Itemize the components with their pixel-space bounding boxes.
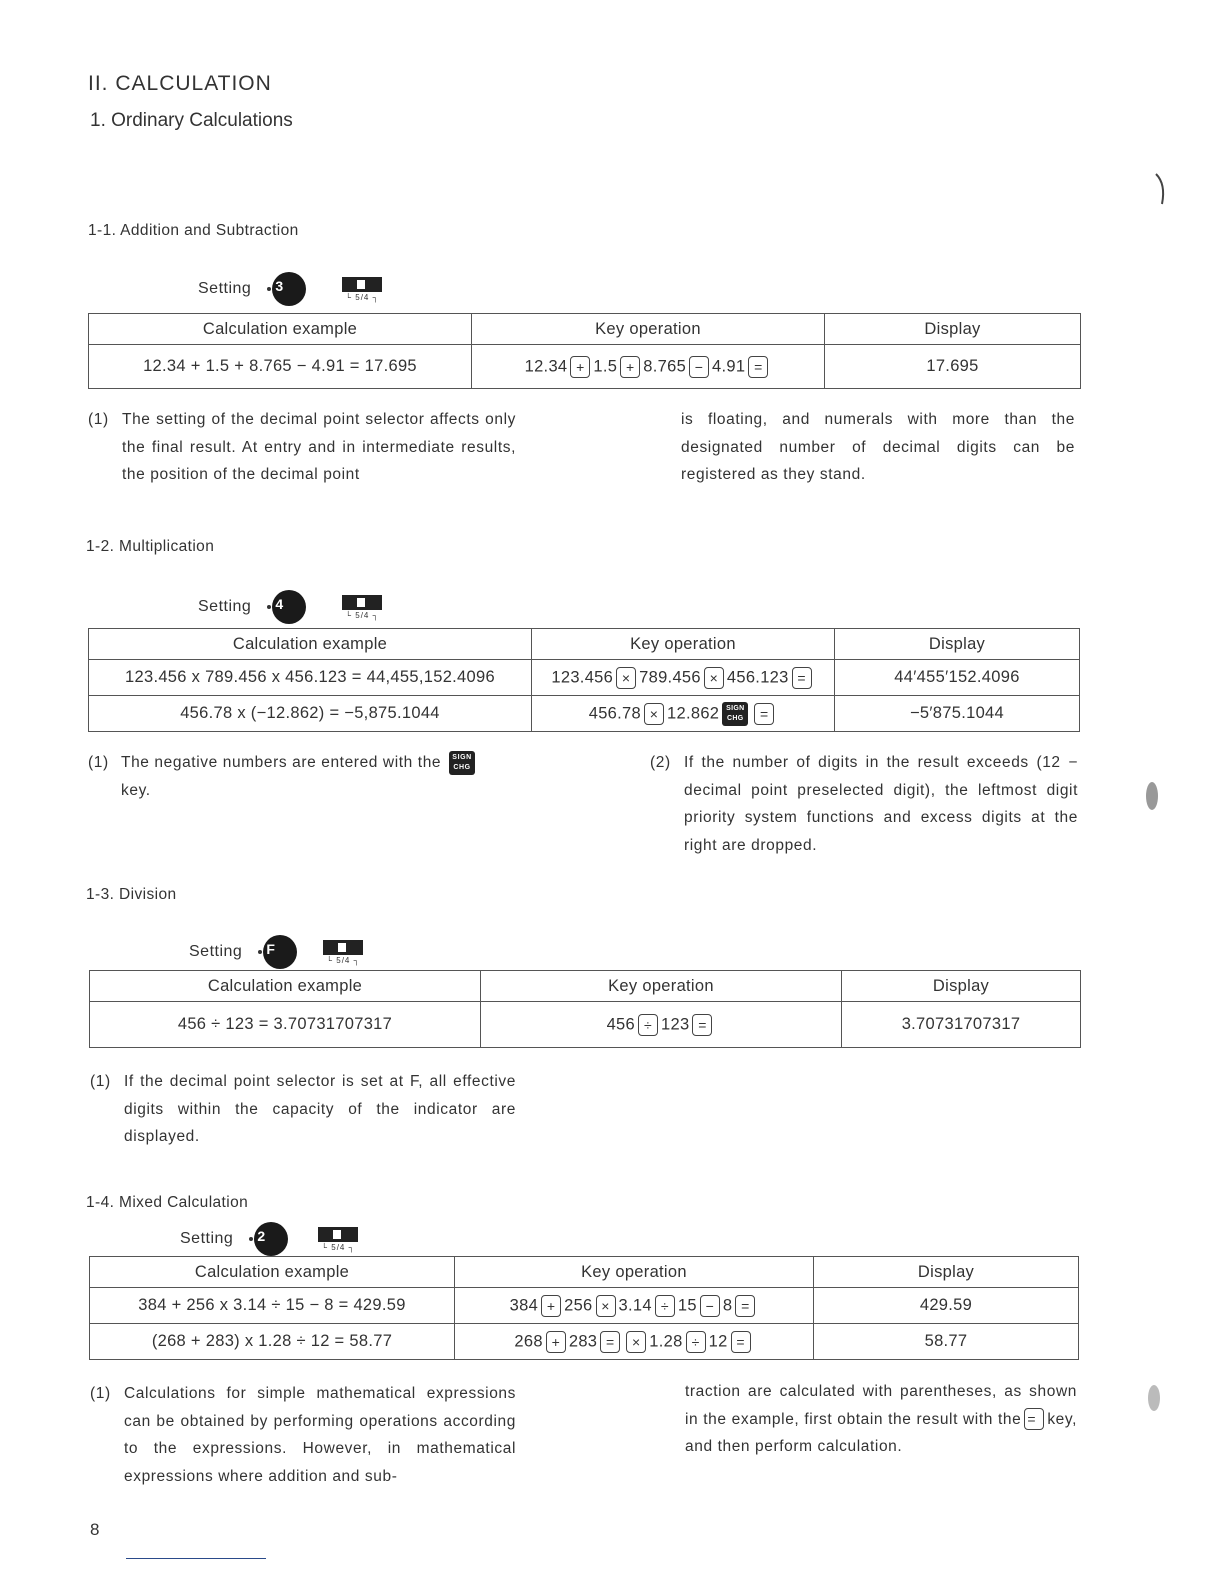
note-number: (1): [88, 411, 109, 428]
minus-key-icon: −: [689, 356, 709, 378]
decimal-selector-icon: F: [263, 935, 297, 969]
times-key-icon: ×: [626, 1331, 646, 1353]
rounding-scale: └ 5/4 ┐: [321, 1242, 356, 1252]
margin-mark-icon: [1142, 1378, 1166, 1418]
setting-label: Setting: [198, 598, 252, 615]
dot-marker: [249, 1237, 253, 1241]
col-header-key-operation: Key operation: [532, 629, 835, 660]
times-key-icon: ×: [704, 667, 724, 689]
rounding-scale: └ 5/4 ┐: [326, 955, 361, 965]
table-row: [89, 345, 1081, 389]
col-header-display: Display: [814, 1257, 1079, 1288]
key-legend: SIGN: [452, 753, 472, 761]
col-header-display: Display: [825, 314, 1081, 345]
rounding-switch-bar: [342, 595, 382, 610]
divide-key-icon: ÷: [686, 1331, 706, 1353]
key-operation-cell: [532, 660, 835, 696]
display-cell: 58.77: [814, 1324, 1079, 1360]
value: 789.456: [639, 667, 701, 686]
col-header-example: Calculation example: [90, 971, 481, 1002]
section-title: 1. Ordinary Calculations: [90, 110, 293, 131]
rounding-switch-icon: [342, 277, 382, 302]
note-text: Calculations for simple mathematical expressions can be obtained by performing operations according to the expressions. However, in mathematical expressions where addition and sub-: [124, 1385, 516, 1485]
col-header-example: Calculation example: [89, 629, 532, 660]
plus-key-icon: +: [541, 1295, 561, 1317]
table-header-row: [89, 629, 1080, 660]
note-mixed-right: [685, 1378, 1077, 1461]
display-cell: 44′455′152.4096: [835, 660, 1080, 696]
table-header-row: [89, 314, 1081, 345]
display-cell: 17.695: [825, 345, 1081, 389]
example-table-division: [89, 970, 1081, 1048]
note-text: The negative numbers are entered with the: [121, 754, 442, 771]
note-number: (2): [650, 754, 671, 771]
value: 4.91: [712, 356, 746, 375]
margin-mark-icon: [1140, 776, 1164, 816]
key-operation-cell: [472, 345, 825, 389]
subsection-heading-multiplication: 1-2. Multiplication: [86, 538, 215, 555]
display-cell: 3.70731707317: [842, 1002, 1081, 1048]
value: 3.14: [618, 1295, 652, 1314]
col-header-display: Display: [842, 971, 1081, 1002]
value: 12: [708, 1331, 728, 1350]
rounding-switch-icon: [342, 595, 382, 620]
equals-key-icon: =: [731, 1331, 751, 1353]
footer-rule: [126, 1558, 266, 1559]
note-text: key.: [121, 781, 151, 799]
value: 123: [661, 1014, 690, 1033]
table-row: [90, 1288, 1079, 1324]
note-text-a: traction are calculated with parentheses, as shown in the example, first obtain the result with the: [685, 1383, 1077, 1428]
col-header-key-operation: Key operation: [472, 314, 825, 345]
note-multiplication-2: [650, 749, 1078, 859]
value: 1.5: [593, 356, 618, 375]
value: 384: [509, 1295, 539, 1314]
table-row: [90, 1002, 1081, 1048]
example-cell: 456 ÷ 123 = 3.70731707317: [90, 1002, 481, 1048]
rounding-scale: └ 5/4 ┐: [345, 292, 380, 302]
times-key-icon: ×: [616, 667, 636, 689]
note-text-wrap: [88, 749, 528, 804]
example-cell: (268 + 283) x 1.28 ÷ 12 = 58.77: [90, 1324, 455, 1360]
rounding-scale: └ 5/4 ┐: [345, 610, 380, 620]
rounding-switch-icon: [318, 1227, 358, 1252]
note-text-b: key, and then perform calculation.: [685, 1410, 1077, 1455]
value: 123.456: [551, 667, 614, 686]
rounding-switch-bar: [342, 277, 382, 292]
equals-key-icon: =: [735, 1295, 755, 1317]
key-operation-cell: [455, 1288, 814, 1324]
setting-multiplication: [198, 590, 382, 624]
example-table-addition: [88, 313, 1081, 389]
example-table-mixed: [89, 1256, 1079, 1360]
col-header-key-operation: Key operation: [455, 1257, 814, 1288]
key-operation-cell: [455, 1324, 814, 1360]
note-number: (1): [90, 1073, 111, 1090]
rounding-switch-icon: [323, 940, 363, 965]
note-addition-right: [681, 406, 1075, 489]
example-cell: 123.456 x 789.456 x 456.123 = 44,455,152.4096: [89, 660, 532, 696]
subsection-heading-addition: 1-1. Addition and Subtraction: [88, 222, 299, 239]
key-operation-cell: [532, 696, 835, 732]
key-legend: CHG: [727, 714, 744, 722]
key-legend: CHG: [453, 763, 471, 771]
example-cell: 12.34 + 1.5 + 8.765 − 4.91 = 17.695: [89, 345, 472, 389]
setting-label: Setting: [198, 280, 252, 297]
note-text: [685, 1378, 1077, 1461]
table-row: [90, 1324, 1079, 1360]
example-cell: 384 + 256 x 3.14 ÷ 15 − 8 = 429.59: [90, 1288, 455, 1324]
note-number: (1): [90, 1385, 111, 1402]
note-number: (1): [88, 754, 109, 771]
value: 15: [677, 1295, 697, 1314]
note-addition-left: [88, 406, 516, 489]
note-text: If the decimal point selector is set at F, all effective digits within the capacity of the indicator are displayed.: [124, 1073, 516, 1145]
decimal-selector-icon: 4: [272, 590, 306, 624]
divide-key-icon: ÷: [638, 1014, 658, 1036]
display-cell: 429.59: [814, 1288, 1079, 1324]
margin-mark-icon: [1150, 170, 1180, 210]
col-header-key-operation: Key operation: [481, 971, 842, 1002]
page-number: 8: [90, 1520, 100, 1539]
sign-change-key-icon: [449, 751, 475, 775]
col-header-example: Calculation example: [89, 314, 472, 345]
subsection-heading-mixed: 1-4. Mixed Calculation: [86, 1194, 249, 1211]
key-legend: SIGN: [726, 704, 745, 712]
divide-key-icon: ÷: [655, 1295, 675, 1317]
table-row: [89, 696, 1080, 732]
example-cell: 456.78 x (−12.862) = −5,875.1044: [89, 696, 532, 732]
times-key-icon: ×: [644, 703, 664, 725]
decimal-selector-icon: 2: [254, 1222, 288, 1256]
display-cell: −5′875.1044: [835, 696, 1080, 732]
chapter-title: II. CALCULATION: [88, 72, 272, 95]
setting-label: Setting: [180, 1230, 234, 1247]
note-text: If the number of digits in the result exceeds (12 − decimal point preselected digit), the leftmost digit priority system functions and excess digits at the right are dropped.: [684, 754, 1078, 854]
setting-division: [189, 935, 363, 969]
note-text: is floating, and numerals with more than the designated number of decimal digits can be registered as they stand.: [681, 411, 1075, 483]
col-header-example: Calculation example: [90, 1257, 455, 1288]
col-header-display: Display: [835, 629, 1080, 660]
equals-key-icon: =: [792, 667, 812, 689]
plus-key-icon: +: [570, 356, 590, 378]
table-row: [89, 660, 1080, 696]
sign-change-key-icon: [722, 702, 748, 726]
subsection-heading-division: 1-3. Division: [86, 886, 177, 903]
rounding-switch-bar: [318, 1227, 358, 1242]
value: 8: [722, 1295, 733, 1314]
example-table-multiplication: [88, 628, 1080, 732]
setting-label: Setting: [189, 943, 243, 960]
dot-marker: [258, 950, 262, 954]
equals-key-icon: =: [692, 1014, 712, 1036]
setting-addition: [198, 272, 382, 306]
equals-key-icon: =: [1024, 1408, 1044, 1430]
note-mixed-left: [90, 1380, 516, 1490]
value: 456.78: [588, 703, 641, 722]
value: 12.862: [667, 703, 720, 722]
minus-key-icon: −: [700, 1295, 720, 1317]
value: 456.123: [726, 667, 789, 686]
equals-key-icon: =: [754, 703, 774, 725]
plus-key-icon: +: [620, 356, 640, 378]
dot-marker: [267, 605, 271, 609]
dot-marker: [267, 287, 271, 291]
note-multiplication-1: [88, 749, 528, 804]
plus-key-icon: +: [546, 1331, 566, 1353]
rounding-switch-bar: [323, 940, 363, 955]
value: 12.34: [524, 356, 568, 375]
key-operation-cell: [481, 1002, 842, 1048]
table-header-row: [90, 1257, 1079, 1288]
value: 456: [606, 1014, 635, 1033]
note-text: The setting of the decimal point selector affects only the final result. At entry and in intermediate results, the position of the decimal point: [122, 411, 516, 483]
equals-key-icon: =: [748, 356, 768, 378]
table-header-row: [90, 971, 1081, 1002]
value: 1.28: [649, 1331, 683, 1350]
equals-key-icon: =: [600, 1331, 620, 1353]
value: 268: [514, 1331, 543, 1350]
value: 283: [568, 1331, 598, 1350]
setting-mixed: [180, 1222, 358, 1256]
decimal-selector-icon: 3: [272, 272, 306, 306]
value: 8.765: [643, 356, 687, 375]
times-key-icon: ×: [596, 1295, 616, 1317]
note-division: [90, 1068, 516, 1151]
value: 256: [564, 1295, 593, 1314]
